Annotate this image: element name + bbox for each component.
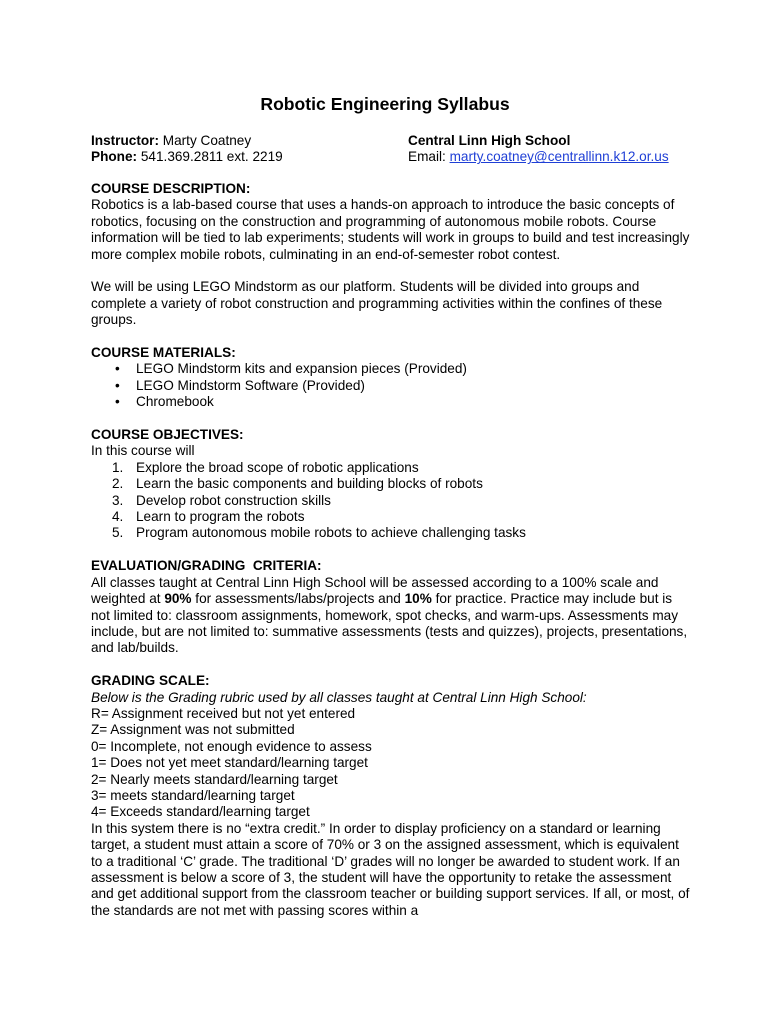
list-number: 4. [112, 509, 124, 525]
grade-line: 3= meets standard/learning target [91, 787, 295, 803]
grading-scale-intro: Below is the Grading rubric used by all classes taught at Central Linn High School: [91, 689, 587, 705]
practice-weight: 10% [404, 591, 432, 607]
list-number: 2. [112, 476, 124, 492]
evaluation-text-c: for practice. Practice may include but is not limited to: classroom assignments, homework, spot checks, and warm-ups. Assessments may include, but are not limited to: summative assessments (tests and quizzes), projects, presentations, and lab/builds. [91, 591, 688, 656]
list-text: Learn to program the robots [136, 509, 305, 525]
grade-line: 1= Does not yet meet standard/learning target [91, 755, 368, 771]
list-text: Develop robot construction skills [136, 492, 331, 508]
course-description-paragraph-1: Robotics is a lab-based course that uses a hands-on approach to introduce the basic concepts of robotics, focusing on the construction and programming of autonomous mobile robots. Course information will be tied to lab experiments; students will work in groups to build and test increasingly more complex mobile robots, culminating in an end-of-semester robot contest. [91, 197, 690, 262]
instructor-block [91, 133, 283, 166]
evaluation-text-a: All classes taught at Central Linn High School will be assessed according to a 100% scale and weighted at [91, 574, 659, 607]
phone-row [91, 149, 283, 165]
email-row [408, 149, 669, 165]
grade-line: 0= Incomplete, not enough evidence to assess [91, 738, 372, 754]
course-materials-section [91, 345, 691, 411]
list-number: 1. [112, 459, 124, 475]
email-label: Email: [408, 149, 446, 165]
course-description-paragraph-2: We will be using LEGO Mindstorm as our platform. Students will be divided into groups and complete a variety of robot construction and programming activities within the confines of these groups. [91, 279, 663, 328]
list-item [91, 509, 691, 525]
list-item [91, 476, 691, 492]
list-number: 5. [112, 525, 124, 541]
evaluation-text-b: for assessments/labs/projects and [191, 591, 405, 607]
school-block [408, 133, 669, 166]
list-item [91, 460, 691, 476]
list-item [91, 493, 691, 509]
instructor-row [91, 133, 283, 149]
phone-label: Phone: [91, 149, 138, 165]
course-objectives-heading: COURSE OBJECTIVES: [91, 427, 244, 443]
course-description-heading: COURSE DESCRIPTION: [91, 181, 251, 196]
grading-scale-closing: In this system there is no “extra credit.” In order to display proficiency on a standard or learning target, a student must attain a score of 70% or 3 on the assigned assessment, which is equivalent to a traditional ‘C’ grade. The traditional ‘D’ grades will no longer be awarded to student work. If an assessment is below a score of 3, the student will have the opportunity to retake the assessment and get additional support from the classroom teacher or building support services. If all, or most, of the standards are not met with passing scores within a [91, 820, 690, 918]
evaluation-section [91, 558, 691, 656]
grade-line: Z= Assignment was not submitted [91, 722, 295, 738]
materials-list [91, 361, 691, 410]
list-text: Explore the broad scope of robotic applications [136, 459, 419, 475]
school-name: Central Linn High School [408, 133, 571, 148]
phone-value: 541.369.2811 ext. 2219 [140, 149, 283, 165]
grade-line: 2= Nearly meets standard/learning target [91, 771, 338, 787]
assessment-weight: 90% [164, 591, 192, 607]
contact-info [91, 133, 691, 167]
grade-line: R= Assignment received but not yet entered [91, 705, 356, 721]
course-description-section [91, 181, 691, 329]
list-text: Program autonomous mobile robots to achieve challenging tasks [136, 525, 526, 541]
document-body [91, 93, 691, 919]
grade-line: 4= Exceeds standard/learning target [91, 804, 310, 820]
course-materials-heading: COURSE MATERIALS: [91, 345, 236, 361]
page-title: Robotic Engineering Syllabus [260, 94, 510, 114]
list-item: • Chromebook [91, 394, 691, 410]
list-item: • LEGO Mindstorm Software (Provided) [91, 378, 691, 394]
list-text: Learn the basic components and building blocks of robots [136, 476, 483, 492]
grading-scale-heading: GRADING SCALE: [91, 673, 210, 689]
course-objectives-section [91, 427, 691, 542]
course-objectives-intro: In this course will [91, 443, 195, 459]
objectives-list [91, 460, 691, 542]
email-link[interactable]: marty.coatney@centrallinn.k12.or.us [449, 149, 669, 165]
instructor-name: Marty Coatney [162, 133, 252, 148]
evaluation-heading: EVALUATION/GRADING CRITERIA: [91, 558, 322, 574]
grading-scale-section [91, 673, 691, 919]
list-item [91, 525, 691, 541]
list-number: 3. [112, 492, 124, 508]
evaluation-paragraph [91, 575, 691, 657]
instructor-label: Instructor: [91, 133, 159, 148]
list-item: • LEGO Mindstorm kits and expansion pieces (Provided) [91, 361, 691, 377]
